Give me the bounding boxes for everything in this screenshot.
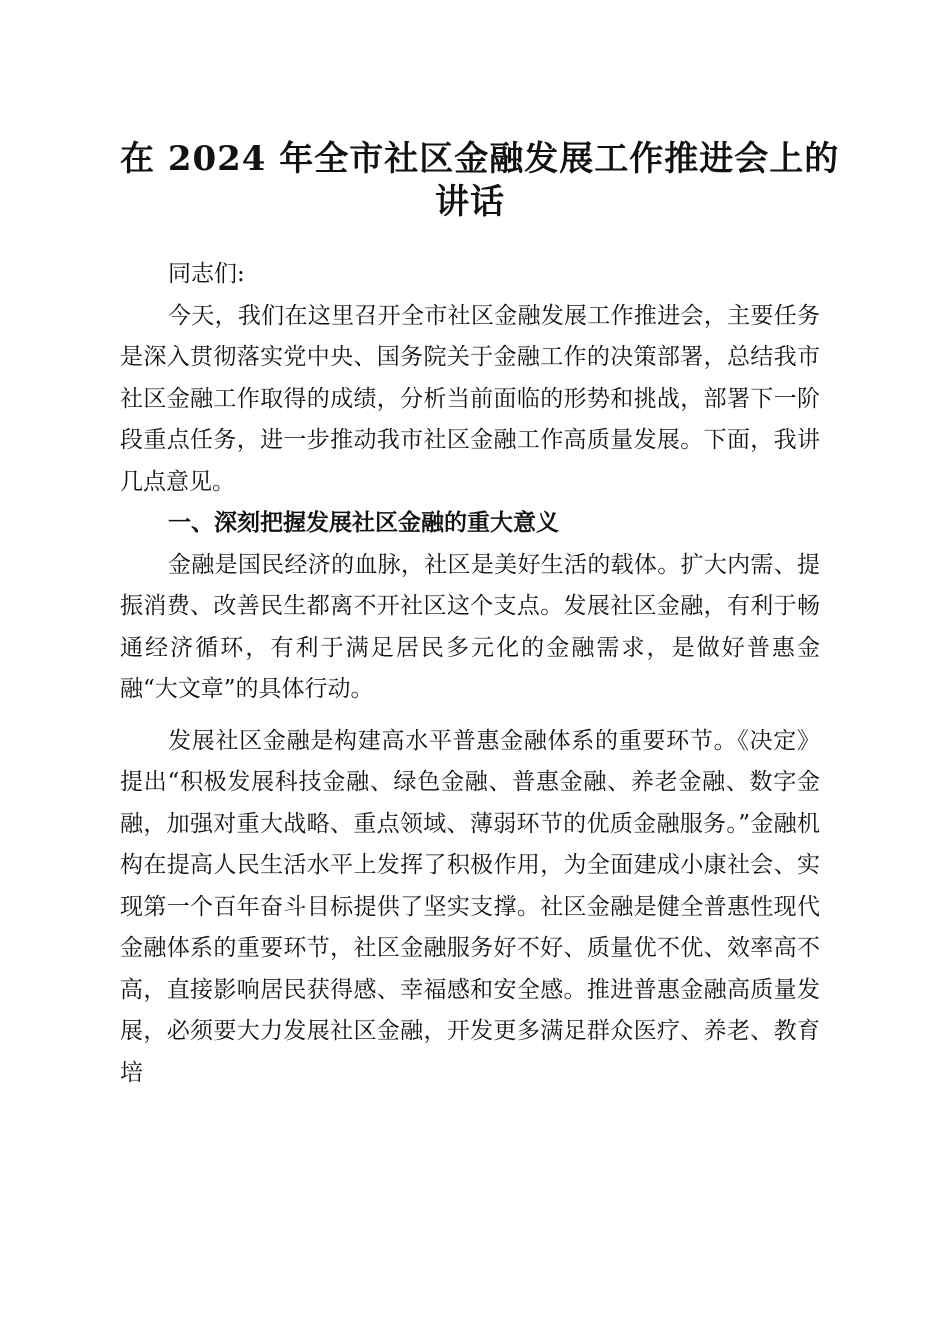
- paragraph-inclusive-finance: 发展社区金融是构建高水平普惠金融体系的重要环节。《决定》提出“积极发展科技金融、绿色金融、普惠金融、养老金融、数字金融，加强对重大战略、重点领域、薄弱环节的优质金融服务。”金融机构在提高人民生活水平上发挥了积极作用，为全面建成小康社会、实现第一个百年奋斗目标提供了坚实支撑。社区金融是健全普惠性现代金融体系的重要环节，社区金融服务好不好、质量优不优、效率高不高，直接影响居民获得感、幸福感和安全感。推进普惠金融高质量发展，必须要大力发展社区金融，开发更多满足群众医疗、养老、教育培: [120, 727, 820, 1086]
- paragraph-significance: 金融是国民经济的血脉，社区是美好生活的载体。扩大内需、提振消费、改善民生都离不开社区这个支点。发展社区金融，有利于畅通经济循环，有利于满足居民多元化的金融需求，是做好普惠金融“大文章”的具体行动。: [120, 551, 820, 702]
- document-body: [120, 254, 820, 1094]
- title-line-2: 讲话: [435, 182, 505, 222]
- salutation: 同志们:: [168, 261, 245, 287]
- document-page: [120, 138, 840, 1094]
- document-title: [120, 138, 840, 224]
- title-line-1: 在 2024 年全市社区金融发展工作推进会上的: [120, 139, 840, 179]
- section-heading: 一、深刻把握发展社区金融的重大意义: [168, 510, 559, 536]
- paragraph-intro: 今天，我们在这里召开全市社区金融发展工作推进会，主要任务是深入贯彻落实党中央、国务院关于金融工作的决策部署，总结我市社区金融工作取得的成绩，分析当前面临的形势和挑战，部署下一阶段重点任务，进一步推动我市社区金融工作高质量发展。下面，我讲几点意见。: [120, 302, 820, 495]
